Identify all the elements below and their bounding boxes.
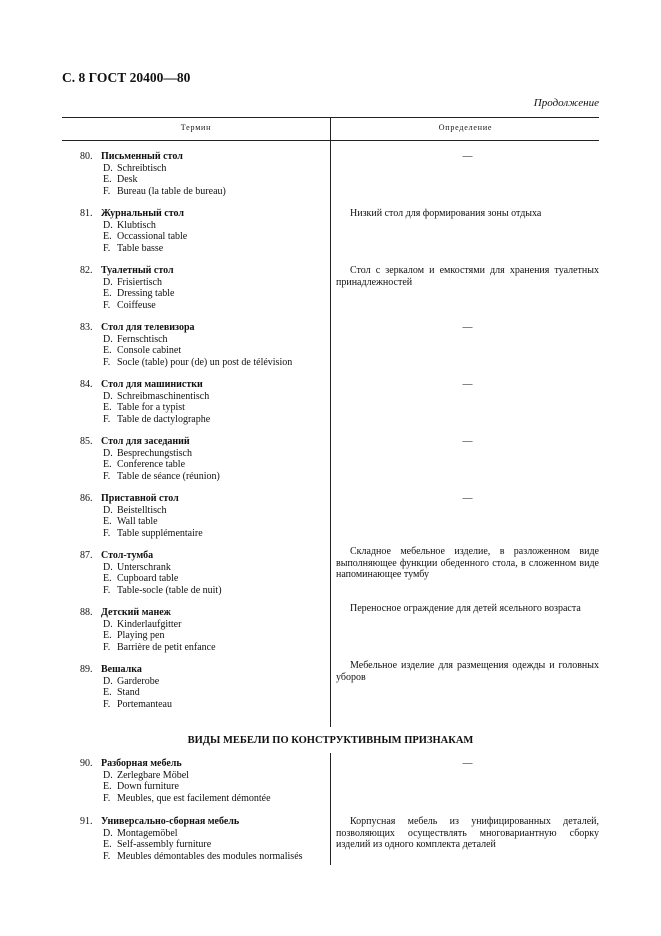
- translation-text: Unterschrank: [117, 561, 171, 573]
- term-number: 86.: [80, 493, 93, 504]
- language-code: F.: [103, 850, 111, 862]
- term-title-text: Приставной стол: [101, 493, 179, 504]
- translation-text: Self-assembly furniture: [117, 839, 212, 851]
- term-translation: [80, 345, 330, 357]
- translation-text: Montagemöbel: [117, 827, 178, 839]
- term-number: 81.: [80, 208, 93, 219]
- term-title-text: Универсально-сборная мебель: [101, 816, 240, 827]
- term-title-text: Разборная мебель: [101, 758, 182, 769]
- term-title: [80, 436, 330, 448]
- translation-text: Occassional table: [117, 231, 188, 243]
- term-title: [80, 816, 330, 828]
- translation-text: Klubtisch: [117, 219, 156, 231]
- definition-cell: Низкий стол для формирования зоны отдыха: [350, 208, 542, 219]
- language-code: E.: [103, 781, 112, 793]
- language-code: F.: [103, 584, 111, 596]
- translation-text: Table for a typist: [117, 402, 185, 414]
- term-title: [80, 322, 330, 334]
- language-code: D.: [103, 827, 113, 839]
- term-number: 83.: [80, 322, 93, 333]
- term-title: [80, 607, 330, 619]
- term-title: [80, 664, 330, 676]
- term-number: 82.: [80, 265, 93, 276]
- term-title-text: Письменный стол: [101, 151, 183, 162]
- term-number: 80.: [80, 151, 93, 162]
- term-title-text: Детский манеж: [101, 607, 171, 618]
- definition-cell: Корпусная мебель из унифицированных деталей, позволяющих осуществлять многовариантную сборку изделий из одного комплекта деталей: [336, 816, 599, 851]
- translation-text: Beistelltisch: [117, 504, 167, 516]
- term-translation: [80, 186, 330, 198]
- term-translation: [80, 448, 330, 460]
- translation-text: Portemanteau: [117, 698, 172, 710]
- translation-text: Coiffeuse: [117, 299, 156, 311]
- term-translation: [80, 459, 330, 471]
- language-code: D.: [103, 618, 113, 630]
- language-code: E.: [103, 459, 112, 471]
- language-code: E.: [103, 345, 112, 357]
- language-code: F.: [103, 527, 111, 539]
- translation-text: Besprechungstisch: [117, 447, 192, 459]
- term-title: [80, 493, 330, 505]
- term-translation: [80, 793, 330, 805]
- translation-text: Table-socle (table de nuit): [117, 584, 222, 596]
- translation-text: Garderobe: [117, 675, 160, 687]
- term-translation: [80, 243, 330, 255]
- translation-text: Wall table: [117, 516, 158, 528]
- term-translation: [80, 642, 330, 654]
- language-code: D.: [103, 675, 113, 687]
- term-title-text: Туалетный стол: [101, 265, 174, 276]
- page-header: С. 8 ГОСТ 20400—80: [62, 70, 191, 85]
- term-translation: [80, 516, 330, 528]
- term-title-text: Вешалка: [101, 664, 142, 675]
- term-title: [80, 151, 330, 163]
- terms-table: [62, 117, 599, 862]
- translation-text: Socle (table) pour (de) un post de télévision: [117, 356, 293, 368]
- language-code: D.: [103, 769, 113, 781]
- translation-text: Stand: [117, 687, 140, 699]
- translation-text: Table basse: [117, 242, 164, 254]
- language-code: F.: [103, 413, 111, 425]
- term-title: [80, 265, 330, 277]
- term-translation: [80, 505, 330, 517]
- language-code: F.: [103, 299, 111, 311]
- language-code: E.: [103, 839, 112, 851]
- term-column-header: Термин: [180, 123, 212, 132]
- translation-text: Schreibmaschinentisch: [117, 390, 210, 402]
- translation-text: Meubles démontables des modules normalisés: [117, 850, 303, 862]
- term-number: 91.: [80, 816, 93, 827]
- section-heading: ВИДЫ МЕБЕЛИ ПО КОНСТРУКТИВНЫМ ПРИЗНАКАМ: [187, 735, 474, 746]
- translation-text: Frisiertisch: [117, 276, 162, 288]
- term-translation: [80, 585, 330, 597]
- language-code: D.: [103, 447, 113, 459]
- translation-text: Down furniture: [117, 781, 179, 793]
- definition-cell: —: [462, 758, 473, 769]
- translation-text: Console cabinet: [117, 345, 182, 357]
- term-translation: [80, 699, 330, 711]
- translation-text: Zerlegbare Möbel: [117, 769, 189, 781]
- term-cell: [80, 322, 330, 368]
- term-translation: [80, 619, 330, 631]
- translation-text: Fernschtisch: [117, 333, 168, 345]
- column-separator: [330, 141, 331, 727]
- language-code: D.: [103, 162, 113, 174]
- term-title-text: Стол для заседаний: [101, 436, 190, 447]
- term-translation: [80, 402, 330, 414]
- column-separator: [330, 753, 331, 865]
- definition-cell: Стол с зеркалом и емкостями для хранения туалетных принадлежностей: [336, 265, 599, 288]
- translation-text: Kinderlaufgitter: [117, 618, 182, 630]
- term-title: [80, 208, 330, 220]
- translation-text: Dressing table: [117, 288, 175, 300]
- term-translation: [80, 300, 330, 312]
- term-number: 85.: [80, 436, 93, 447]
- translation-text: Meubles, que est facilement démontée: [117, 792, 271, 804]
- translation-text: Table de dactylographe: [117, 413, 211, 425]
- term-cell: [80, 436, 330, 482]
- term-cell: [80, 550, 330, 596]
- term-translation: [80, 828, 330, 840]
- translation-text: Schreibtisch: [117, 162, 167, 174]
- definition-cell: Мебельное изделие для размещения одежды и головных уборов: [336, 660, 599, 683]
- term-title-text: Стол для телевизора: [101, 322, 195, 333]
- term-translation: [80, 851, 330, 863]
- term-translation: [80, 630, 330, 642]
- term-number: 88.: [80, 607, 93, 618]
- language-code: F.: [103, 698, 111, 710]
- term-cell: [80, 758, 330, 804]
- term-translation: [80, 163, 330, 175]
- translation-text: Bureau (la table de bureau): [117, 185, 226, 197]
- language-code: E.: [103, 630, 112, 642]
- header-separator: [330, 118, 331, 140]
- language-code: F.: [103, 356, 111, 368]
- term-translation: [80, 471, 330, 483]
- term-title-text: Стол-тумба: [101, 550, 154, 561]
- table-header: [62, 117, 599, 141]
- language-code: D.: [103, 276, 113, 288]
- language-code: F.: [103, 470, 111, 482]
- translation-text: Playing pen: [117, 630, 165, 642]
- term-translation: [80, 357, 330, 369]
- term-title: [80, 379, 330, 391]
- term-cell: [80, 816, 330, 862]
- term-title: [80, 758, 330, 770]
- term-title-text: Журнальный стол: [101, 208, 184, 219]
- term-translation: [80, 676, 330, 688]
- definition-cell: —: [462, 322, 473, 333]
- language-code: E.: [103, 687, 112, 699]
- term-translation: [80, 174, 330, 186]
- term-cell: [80, 151, 330, 197]
- term-translation: [80, 288, 330, 300]
- term-translation: [80, 334, 330, 346]
- translation-text: Table de séance (réunion): [117, 470, 220, 482]
- term-translation: [80, 220, 330, 232]
- term-number: 87.: [80, 550, 93, 561]
- language-code: D.: [103, 219, 113, 231]
- term-number: 89.: [80, 664, 93, 675]
- language-code: E.: [103, 231, 112, 243]
- term-number: 84.: [80, 379, 93, 390]
- definition-cell: Складное мебельное изделие, в разложенном виде выполняющее функции обеденного стола, в сложенном виде напоминающее тумбу: [336, 546, 599, 581]
- term-translation: [80, 687, 330, 699]
- language-code: D.: [103, 504, 113, 516]
- definition-cell: —: [462, 493, 473, 504]
- definition-cell: —: [462, 379, 473, 390]
- translation-text: Table supplémentaire: [117, 527, 203, 539]
- language-code: D.: [103, 390, 113, 402]
- term-translation: [80, 391, 330, 403]
- term-title: [80, 550, 330, 562]
- translation-text: Desk: [117, 174, 138, 186]
- definition-column-header: Определение: [438, 123, 493, 132]
- language-code: D.: [103, 561, 113, 573]
- term-translation: [80, 562, 330, 574]
- term-cell: [80, 607, 330, 653]
- term-translation: [80, 781, 330, 793]
- term-translation: [80, 528, 330, 540]
- language-code: F.: [103, 792, 111, 804]
- language-code: E.: [103, 516, 112, 528]
- term-translation: [80, 770, 330, 782]
- definition-cell: Переносное ограждение для детей ясельного возраста: [350, 603, 581, 614]
- term-cell: [80, 493, 330, 539]
- language-code: F.: [103, 185, 111, 197]
- term-translation: [80, 573, 330, 585]
- definition-cell: —: [462, 151, 473, 162]
- term-translation: [80, 839, 330, 851]
- language-code: E.: [103, 573, 112, 585]
- term-cell: [80, 664, 330, 710]
- continuation-label: Продолжение: [533, 97, 599, 109]
- term-translation: [80, 277, 330, 289]
- term-cell: [80, 379, 330, 425]
- term-translation: [80, 231, 330, 243]
- term-cell: [80, 265, 330, 311]
- term-cell: [80, 208, 330, 254]
- translation-text: Conference table: [117, 459, 186, 471]
- language-code: E.: [103, 288, 112, 300]
- definition-cell: —: [462, 436, 473, 447]
- term-translation: [80, 414, 330, 426]
- translation-text: Barrière de petit enfance: [117, 641, 216, 653]
- term-title-text: Стол для машинистки: [101, 379, 203, 390]
- language-code: D.: [103, 333, 113, 345]
- language-code: E.: [103, 402, 112, 414]
- language-code: F.: [103, 242, 111, 254]
- language-code: E.: [103, 174, 112, 186]
- translation-text: Cupboard table: [117, 573, 179, 585]
- language-code: F.: [103, 641, 111, 653]
- term-number: 90.: [80, 758, 93, 769]
